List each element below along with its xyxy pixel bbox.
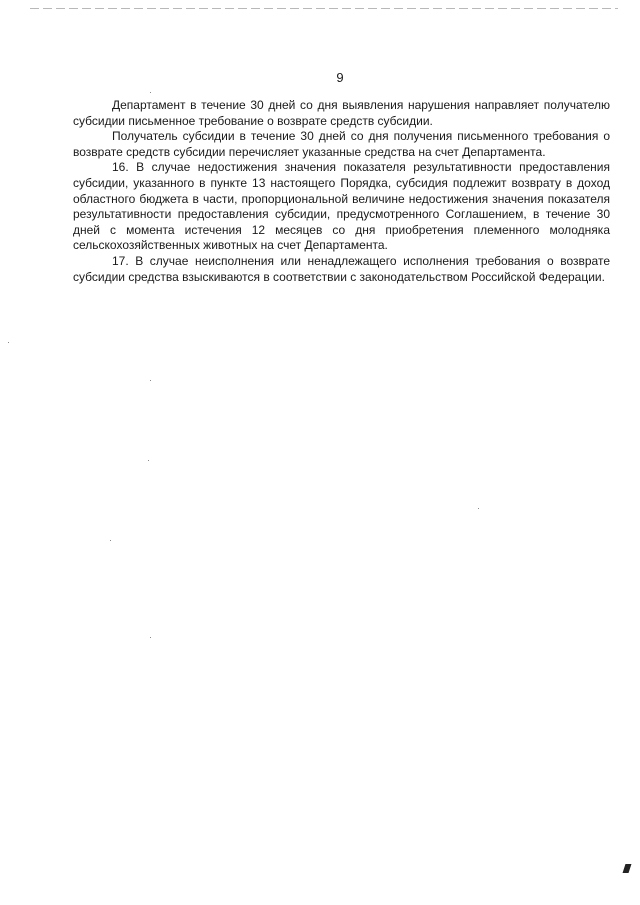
paragraph-clause-17: 17. В случае неисполнения или ненадлежащего исполнения требования о возврате субсидии средства взыскиваются в соответствии с законодательством Российской Федерации.	[73, 253, 610, 284]
scan-speck	[150, 380, 151, 381]
scan-speck	[150, 92, 151, 93]
scan-edge-line	[30, 8, 618, 9]
document-body	[73, 98, 610, 285]
page-number: 9	[336, 70, 344, 85]
scan-speck	[150, 637, 151, 638]
scan-speck	[478, 508, 479, 509]
scan-speck	[8, 342, 9, 343]
scan-mark	[623, 864, 632, 873]
scan-speck	[110, 540, 111, 541]
paragraph-recipient-refund: Получатель субсидии в течение 30 дней со дня получения письменного требования о возврате средств субсидии перечисляет указанные средства на счет Департамента.	[73, 129, 610, 159]
paragraph-department-notice: Департамент в течение 30 дней со дня выявления нарушения направляет получателю субсидии письменное требование о возврате средств субсидии.	[73, 98, 610, 128]
scan-speck	[148, 460, 149, 461]
paragraph-clause-16: 16. В случае недостижения значения показателя результативности предоставления субсидии, указанного в пункте 13 настоящего Порядка, субсидия подлежит возврату в доход областного бюджета в части, пропорциональной величине недостижения значения показателя результативности предоставления субсидии, предусмотренного Соглашением, в течение 30 дней с момента истечения 12 месяцев со дня приобретения племенного молодняка сельскохозяйственных животных на счет Департамента.	[73, 160, 610, 253]
